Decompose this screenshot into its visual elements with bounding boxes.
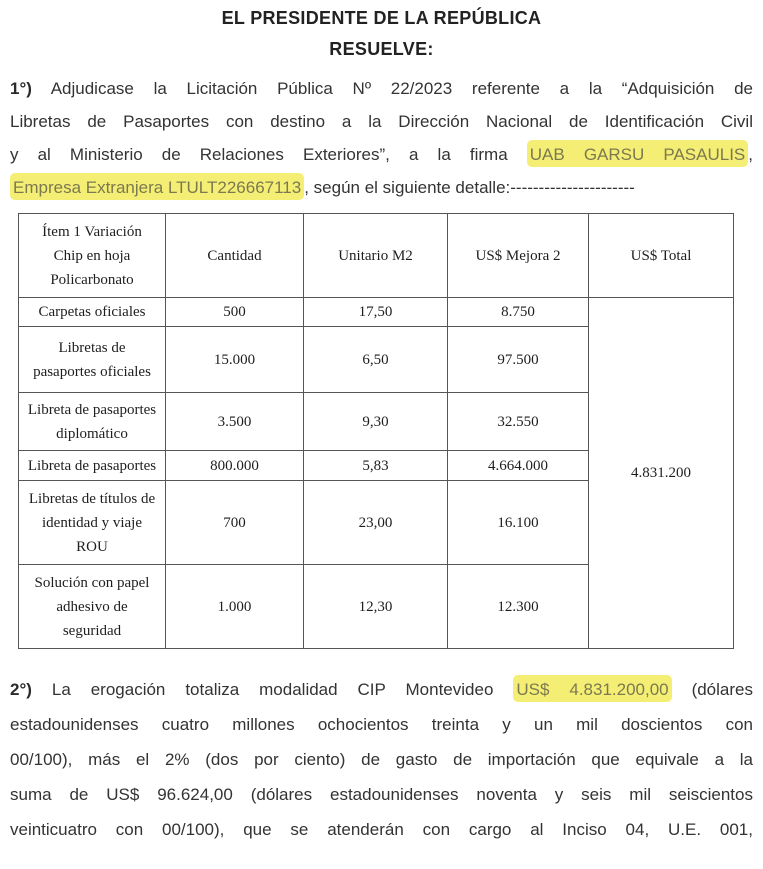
cantidad-cell: 800.000 xyxy=(166,451,304,481)
cantidad-cell: 3.500 xyxy=(166,393,304,451)
cantidad-cell: 1.000 xyxy=(166,565,304,649)
clause-2-line-2: estadounidenses cuatro millones ochocientos treinta y un mil doscientos con xyxy=(10,715,753,734)
col-header-item-line: Policarbonato xyxy=(50,271,134,288)
col-header-unitario-m2: Unitario M2 xyxy=(304,214,448,298)
highlight-total-amount: US$ 4.831.200,00 xyxy=(513,675,671,702)
clause-2 xyxy=(10,672,753,847)
unitario-cell: 9,30 xyxy=(304,393,448,451)
clause-1-line-3 xyxy=(10,138,753,171)
mejora-cell: 16.100 xyxy=(448,481,589,565)
table-row xyxy=(19,298,734,327)
total-cell: 4.831.200 xyxy=(589,298,734,649)
col-header-cantidad: Cantidad xyxy=(166,214,304,298)
item-label-line: Libreta de pasaportes xyxy=(27,457,157,474)
cantidad-cell: 15.000 xyxy=(166,327,304,393)
clause-1-line-4 xyxy=(10,171,753,204)
col-header-item-line: Ítem 1 Variación xyxy=(42,223,142,240)
clause-1-line-2: Libretas de Pasaportes con destino a la Dirección Nacional de Identificación Civil xyxy=(10,112,753,131)
item-label-line: Libretas de xyxy=(58,339,126,356)
cantidad-cell: 700 xyxy=(166,481,304,565)
clause-2-marker: 2°) xyxy=(10,680,32,699)
clause-1 xyxy=(10,72,753,204)
clause-2-line-4: suma de US$ 96.624,00 (dólares estadounidenses noventa y seis mil seiscientos xyxy=(10,785,753,804)
mejora-cell: 97.500 xyxy=(448,327,589,393)
unitario-cell: 17,50 xyxy=(304,298,448,327)
item-label-line: identidad y viaje xyxy=(42,514,142,531)
col-header-item-line: Chip en hoja xyxy=(53,247,131,264)
item-label-cell xyxy=(19,451,166,481)
mejora-cell: 8.750 xyxy=(448,298,589,327)
unitario-cell: 5,83 xyxy=(304,451,448,481)
item-label-line: diplomático xyxy=(56,425,128,442)
clause-1-text: Adjudicase la Licitación Pública Nº 22/2023 referente a la “Adquisición de xyxy=(31,79,753,98)
clause-1-line-1 xyxy=(10,72,753,105)
clause-1-marker: 1°) xyxy=(10,79,32,98)
highlight-company-id: Empresa Extranjera LTULT226667113 xyxy=(10,173,304,200)
clause-2-line-3: 00/100), más el 2% (dos por ciento) de gasto de importación que equivale a la xyxy=(10,750,753,769)
item-label-line: adhesivo de xyxy=(56,598,128,615)
mejora-cell: 4.664.000 xyxy=(448,451,589,481)
unitario-cell: 12,30 xyxy=(304,565,448,649)
item-label-cell xyxy=(19,481,166,565)
clause-2-text: (dólares xyxy=(671,680,753,699)
item-label-line: Solución con papel xyxy=(34,574,150,591)
item-label-cell xyxy=(19,327,166,393)
item-label-line: seguridad xyxy=(62,622,122,639)
highlight-firm-name: UAB GARSU PASAULIS xyxy=(527,140,749,167)
col-header-item xyxy=(19,214,166,298)
document-title: EL PRESIDENTE DE LA REPÚBLICA xyxy=(221,8,542,28)
item-label-line: Carpetas oficiales xyxy=(38,304,146,320)
item-label-line: Libretas de títulos de xyxy=(28,490,156,507)
col-header-us-total: US$ Total xyxy=(589,214,734,298)
unitario-cell: 6,50 xyxy=(304,327,448,393)
item-label-cell xyxy=(19,393,166,451)
mejora-cell: 32.550 xyxy=(448,393,589,451)
item-label-line: ROU xyxy=(76,538,108,555)
table-header-row xyxy=(19,214,734,298)
clause-1-text: y al Ministerio de Relaciones Exteriores”, a la firma xyxy=(10,145,527,164)
unitario-cell: 23,00 xyxy=(304,481,448,565)
item-label-cell xyxy=(19,298,166,327)
clause-2-text: La erogación totaliza modalidad CIP Montevideo xyxy=(31,680,514,699)
clause-2-line-5: veinticuatro con 00/100), que se atenderán con cargo al Inciso 04, U.E. 001, xyxy=(10,820,753,839)
clause-2-line-1 xyxy=(10,672,753,707)
clause-1-text: , xyxy=(748,145,753,164)
clause-1-text: , según el siguiente detalle:---------------------- xyxy=(304,178,635,197)
col-header-us-mejora-2: US$ Mejora 2 xyxy=(448,214,589,298)
resolve-heading: RESUELVE: xyxy=(329,39,434,59)
cantidad-cell: 500 xyxy=(166,298,304,327)
item-label-line: Libreta de pasaportes xyxy=(27,401,157,418)
award-table xyxy=(18,213,734,649)
item-label-cell xyxy=(19,565,166,649)
mejora-cell: 12.300 xyxy=(448,565,589,649)
item-label-line: pasaportes oficiales xyxy=(33,363,151,380)
